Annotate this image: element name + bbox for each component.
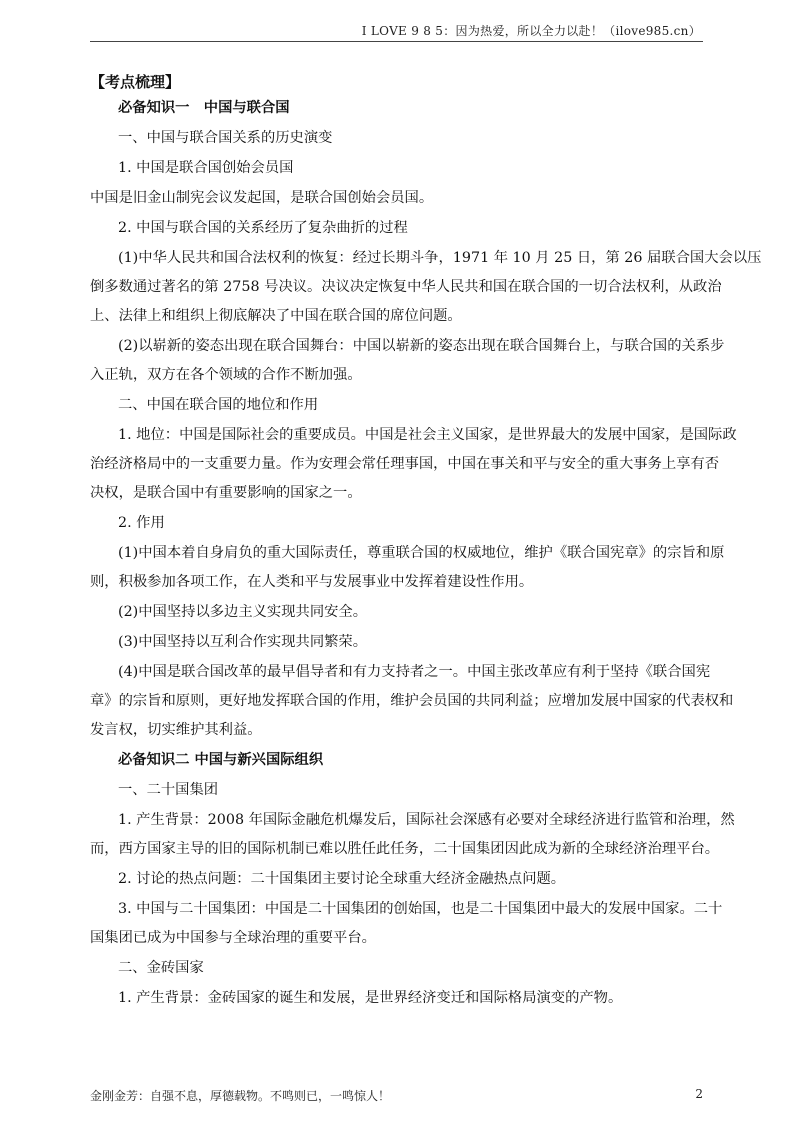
paragraph-title: 2. 作用 <box>118 515 165 531</box>
paragraph-line: 而，西方国家主导的旧的国际机制已难以胜任此任务，二十国集团因此成为新的全球经济治理平台。 <box>90 841 720 857</box>
paragraph-line: 倒多数通过著名的第 2758 号决议。决议决定恢复中华人民共和国在联合国的一切合法权利，从政治 <box>90 279 722 295</box>
subheading: 一、二十国集团 <box>118 782 219 798</box>
paragraph-line: (2)以崭新的姿态出现在联合国舞台：中国以崭新的姿态出现在联合国舞台上，与联合国的关系步 <box>118 338 725 354</box>
knowledge-heading-1: 必备知识一 中国与联合国 <box>118 100 290 116</box>
paragraph-line: 1. 地位：中国是国际社会的重要成员。中国是社会主义国家，是世界最大的发展中国家，是国际政 <box>118 427 737 443</box>
section-title: 【考点梳理】 <box>90 73 181 91</box>
subheading: 一、中国与联合国关系的历史演变 <box>118 130 333 146</box>
paragraph-line: (3)中国坚持以互利合作实现共同繁荣。 <box>118 634 367 650</box>
header-divider <box>90 41 703 42</box>
page-header-text: I LOVE 9 8 5：因为热爱，所以全力以赴！（ilove985.cn） <box>361 24 701 38</box>
paragraph-line: 上、法律上和组织上彻底解决了中国在联合国的席位问题。 <box>90 308 462 324</box>
paragraph-line: (1)中国本着自身肩负的重大国际责任，尊重联合国的权威地位，维护《联合国宪章》的宗旨和原 <box>118 545 725 561</box>
paragraph-line: 国集团已成为中国参与全球治理的重要平台。 <box>90 930 376 946</box>
paragraph-line: 决权，是联合国中有重要影响的国家之一。 <box>90 485 362 501</box>
paragraph-line: (1)中华人民共和国合法权利的恢复：经过长期斗争，1971 年 10 月 25 日，第 26 届联合国大会以压 <box>118 250 762 266</box>
paragraph-title: 1. 中国是联合国创始会员国 <box>118 160 294 176</box>
paragraph-line: (4)中国是联合国改革的最早倡导者和有力支持者之一。中国主张改革应有利于坚持《联合国宪 <box>118 664 711 680</box>
paragraph-line: 章》的宗旨和原则，更好地发挥联合国的作用，维护会员国的共同利益；应增加发展中国家的代表权和 <box>90 693 734 709</box>
page-number: 2 <box>695 1087 703 1101</box>
subheading: 二、金砖国家 <box>118 960 204 976</box>
footer-motto: 金刚金芳：自强不息，厚德载物。不鸣则已，一鸣惊人！ <box>90 1089 391 1103</box>
document-body <box>90 72 762 1008</box>
paragraph-line: 3. 中国与二十国集团：中国是二十国集团的创始国，也是二十国集团中最大的发展中国家。二十 <box>118 901 723 917</box>
paragraph-line: 治经济格局中的一支重要力量。作为安理会常任理事国，中国在事关和平与安全的重大事务上享有否 <box>90 456 720 472</box>
paragraph-line: 2. 讨论的热点问题：二十国集团主要讨论全球重大经济金融热点问题。 <box>118 871 566 887</box>
paragraph-line: 1. 产生背景：2008 年国际金融危机爆发后，国际社会深感有必要对全球经济进行监管和治理，然 <box>118 812 735 828</box>
subheading: 二、中国在联合国的地位和作用 <box>118 397 319 413</box>
knowledge-heading-2: 必备知识二 中国与新兴国际组织 <box>118 752 324 768</box>
paragraph-line: 1. 产生背景：金砖国家的诞生和发展，是世界经济变迁和国际格局演变的产物。 <box>118 990 623 1006</box>
paragraph-line: (2)中国坚持以多边主义实现共同安全。 <box>118 604 367 620</box>
paragraph-line: 入正轨，双方在各个领域的合作不断加强。 <box>90 367 362 383</box>
paragraph-title: 2. 中国与联合国的关系经历了复杂曲折的过程 <box>118 220 408 236</box>
paragraph-line: 发言权，切实维护其利益。 <box>90 722 262 738</box>
paragraph-line: 则，积极参加各项工作，在人类和平与发展事业中发挥着建设性作用。 <box>90 574 534 590</box>
paragraph: 中国是旧金山制宪会议发起国，是联合国创始会员国。 <box>90 190 434 206</box>
